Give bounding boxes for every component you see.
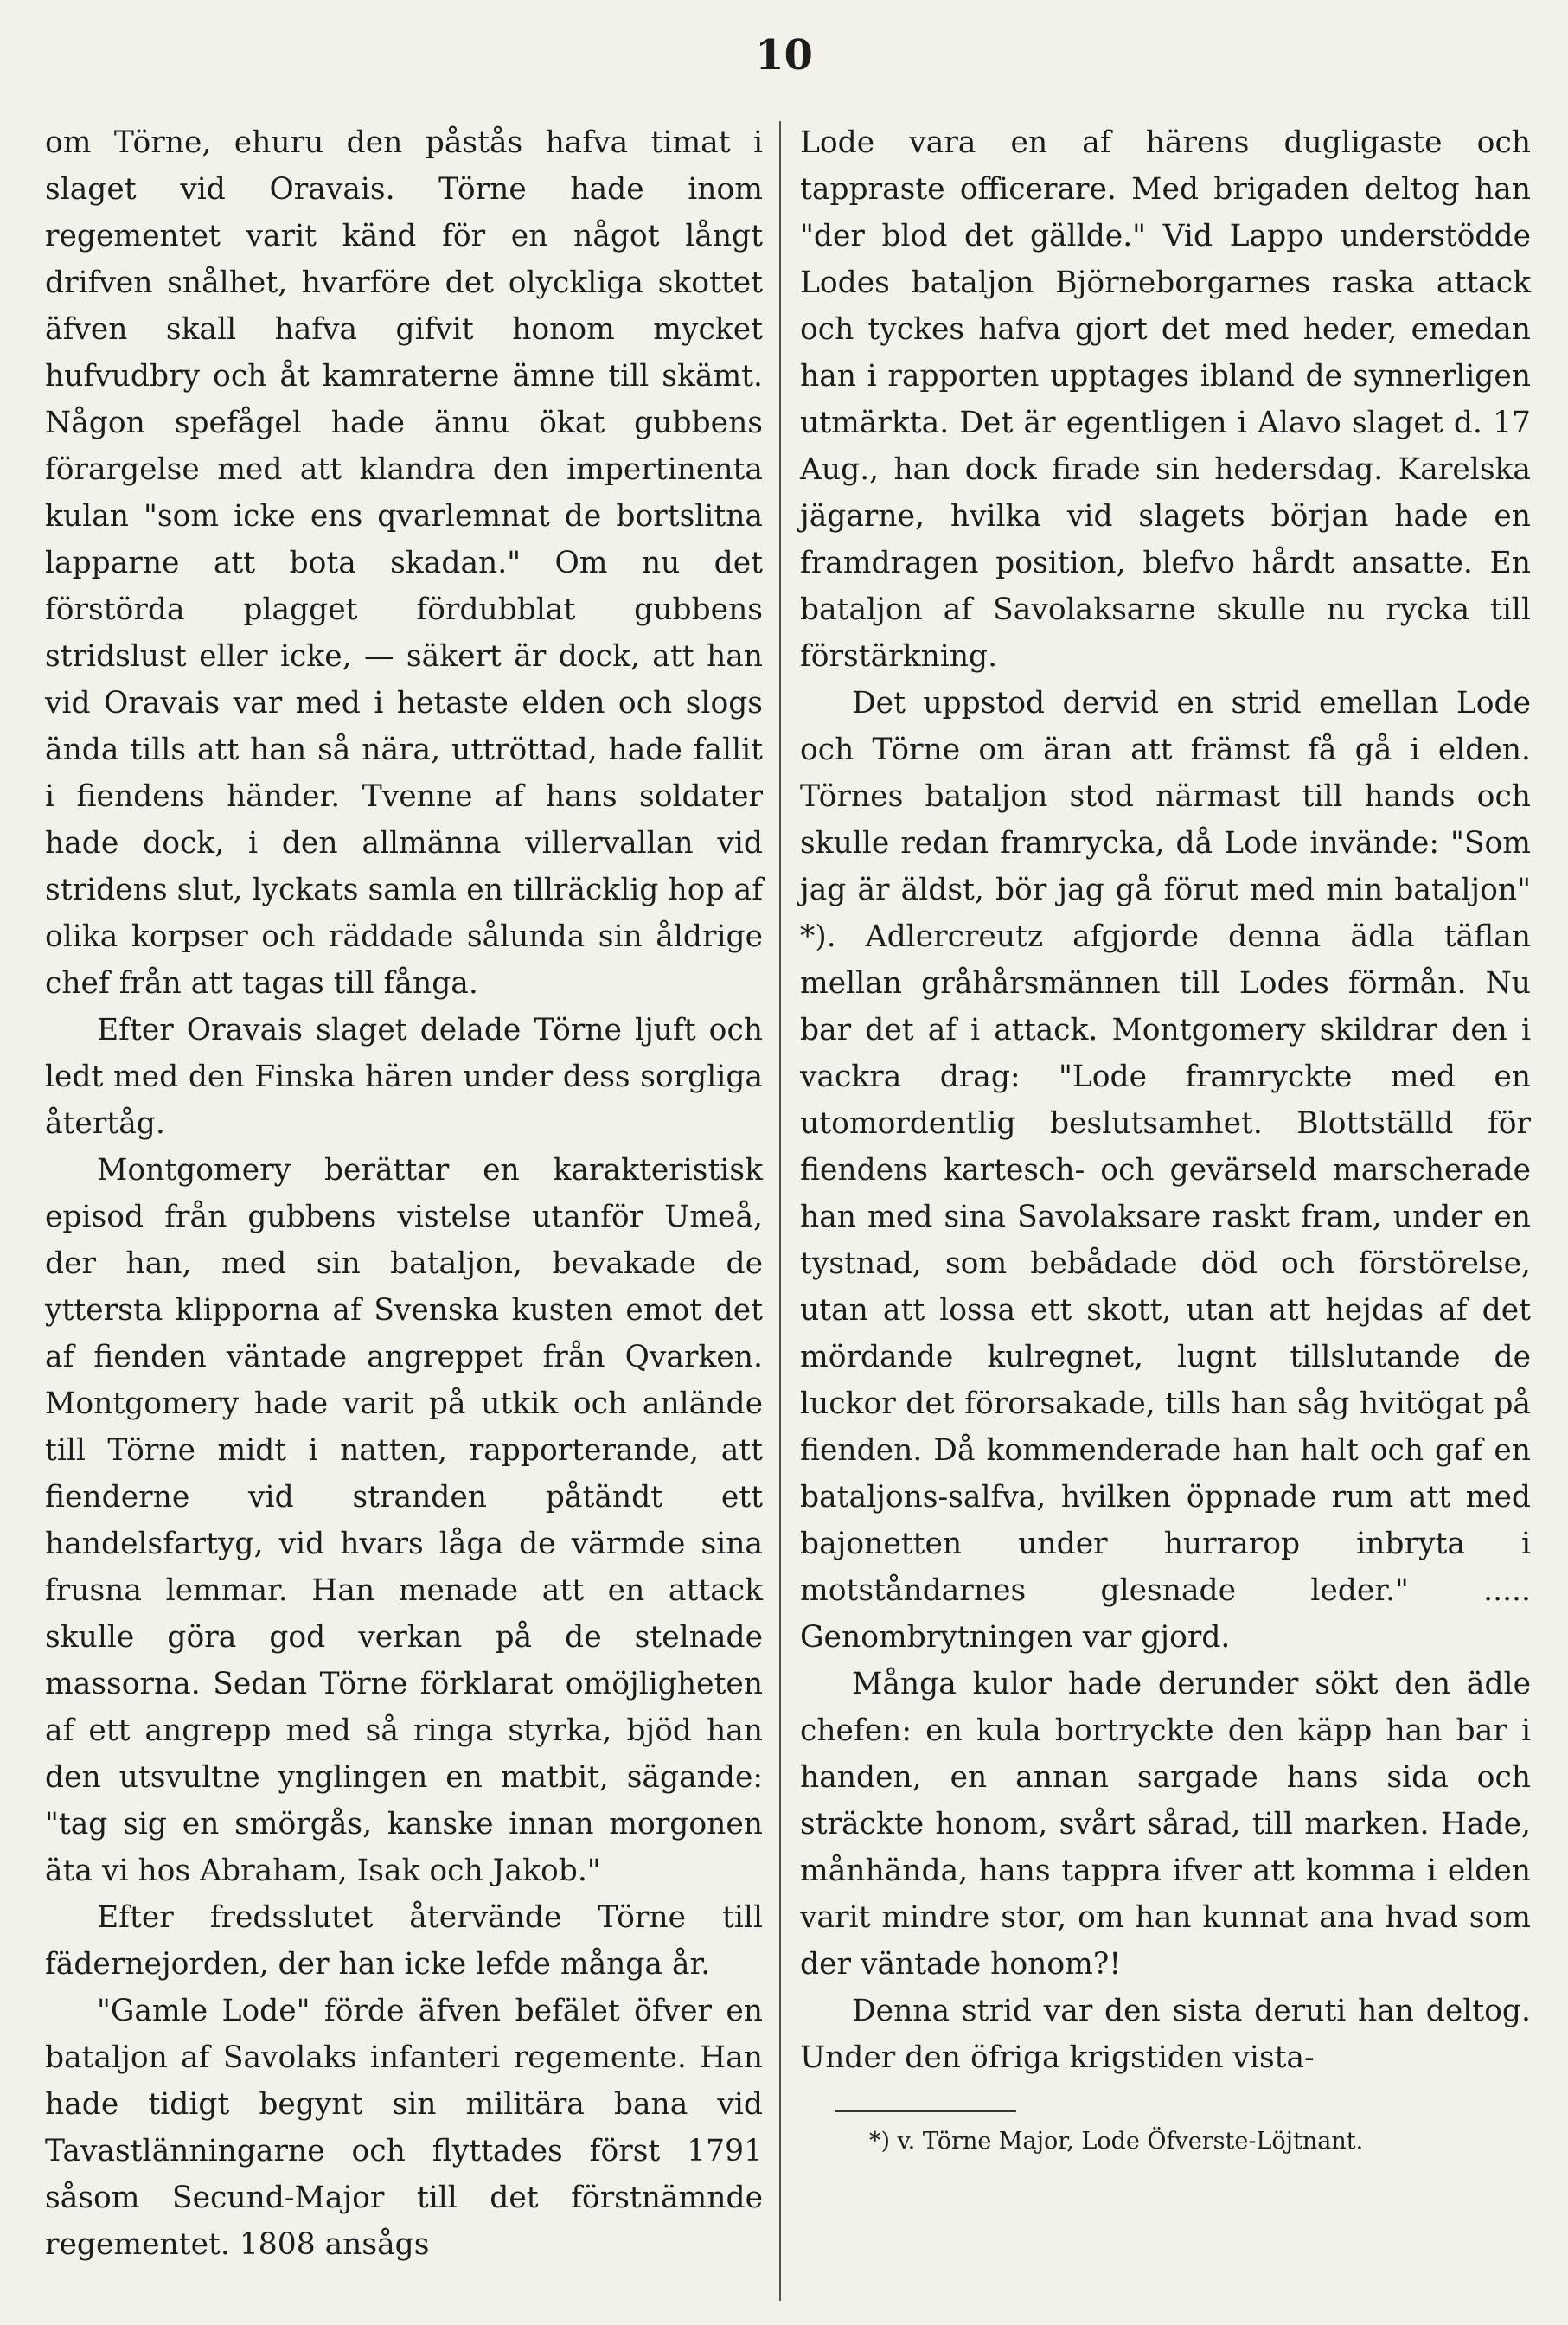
left-column — [45, 119, 763, 2268]
column-divider — [779, 121, 781, 2301]
paragraph: Det uppstod dervid en strid emellan Lode och Törne om äran att främst få gå i elden. Törnes bataljon stod närmast till hands och skulle redan framrycka, då Lode invände: "Som jag är äldst, bör jag gå förut med min bataljon" *). Adlercreutz afgjorde denna ädla täflan mellan gråhårsmännen till Lodes förmån. Nu bar det af i attack. Montgomery skildrar den i vackra drag: "Lode framryckte med en utomordentlig beslutsamhet. Blottställd för fiendens kartesch- och gevärseld marscherade han med sina Savolaksare raskt fram, under en tystnad, som bebådade död och förstörelse, utan att lossa ett skott, utan att hejdas af det mördande kulregnet, lugnt tillslutande de luckor det förorsakade, tills han såg hvitögat på fienden. Då kommenderade han halt och gaf en bataljons-salfva, hvilken öppnade rum att med bajonetten under hurrarop inbryta i motståndarnes glesnade leder." ..... Genombrytningen var gjord. — [800, 686, 1531, 1655]
footnote-rule — [835, 2110, 1016, 2112]
paragraph: Många kulor hade derunder sökt den ädle chefen: en kula bortryckte den käpp han bar i handen, en annan sargade hans sida och sträckte honom, svårt sårad, till marken. Hade, månhända, hans tappra ifver att komma i elden varit mindre stor, om han kunnat ana hvad som der väntade honom?! — [800, 1667, 1531, 1982]
paragraph: Montgomery berättar en karakteristisk episod från gubbens vistelse utanför Umeå, der han, med sin bataljon, bevakade de yttersta klipporna af Svenska kusten emot det af fienden väntade angreppet från Qvarken. Montgomery hade varit på utkik och anlände till Törne midt i natten, rapporterande, att fienderne vid stranden påtändt ett handelsfartyg, vid hvars låga de värmde sina frusna lemmar. Han menade att en attack skulle göra god verkan på de stelnade massorna. Sedan Törne förklarat omöjligheten af ett angrepp med så ringa styrka, bjöd han den utsvultne ynglingen en matbit, sägande: "tag sig en smörgås, kanske innan morgonen äta vi hos Abraham, Isak och Jakob." — [45, 1153, 763, 1888]
paragraph: Lode vara en af härens dugligaste och tappraste officerare. Med brigaden deltog han "der blod det gällde." Vid Lappo understödde Lodes bataljon Björneborgarnes raska attack och tyckes hafva gjort det med heder, emedan han i rapporten upptages ibland de synnerligen utmärkta. Det är egentligen i Alavo slaget d. 17 Aug., han dock firade sin hedersdag. Karelska jägarne, hvilka vid slagets början hade en framdragen position, blefvo hårdt ansatte. En bataljon af Savolaksarne skulle nu rycka till förstärkning. — [800, 125, 1531, 674]
right-column — [800, 119, 1531, 2161]
footnote: *) v. Törne Major, Lode Öfverste-Löjtnant. — [869, 2128, 1364, 2155]
paragraph: Denna strid var den sista deruti han deltog. Under den öfriga krigstiden vista- — [800, 1994, 1531, 2075]
paragraph: Efter Oravais slaget delade Törne ljuft och ledt med den Finska hären under dess sorgliga återtåg. — [45, 1013, 763, 1141]
paragraph: "Gamle Lode" förde äfven befälet öfver en bataljon af Savolaks infanteri regemente. Han hade tidigt begynt sin militära bana vid Tavastlänningarne och flyttades först 1791 såsom Secund-Major till det förstnämnde regementet. 1808 ansågs — [45, 1994, 763, 2262]
page-number: 10 — [755, 31, 813, 80]
paragraph: om Törne, ehuru den påstås hafva timat i slaget vid Oravais. Törne hade inom regementet varit känd för en något långt drifven snålhet, hvarföre det olyckliga skottet äfven skall hafva gifvit honom mycket hufvudbry och åt kamraterne ämne till skämt. Någon spefågel hade ännu ökat gubbens förargelse med att klandra den impertinenta kulan "som icke ens qvarlemnat de bortslitna lapparne att bota skadan." Om nu det förstörda plagget fördubblat gubbens stridslust eller icke, — säkert är dock, att han vid Oravais var med i hetaste elden och slogs ända tills att han så nära, uttröttad, hade fallit i fiendens händer. Tvenne af hans soldater hade dock, i den allmänna villervallan vid stridens slut, lyckats samla en tillräcklig hop af olika korpser och räddade sålunda sin åldrige chef från att tagas till fånga. — [45, 125, 763, 1001]
paragraph: Efter fredsslutet återvände Törne till fädernejorden, der han icke lefde många år. — [45, 1900, 763, 1982]
